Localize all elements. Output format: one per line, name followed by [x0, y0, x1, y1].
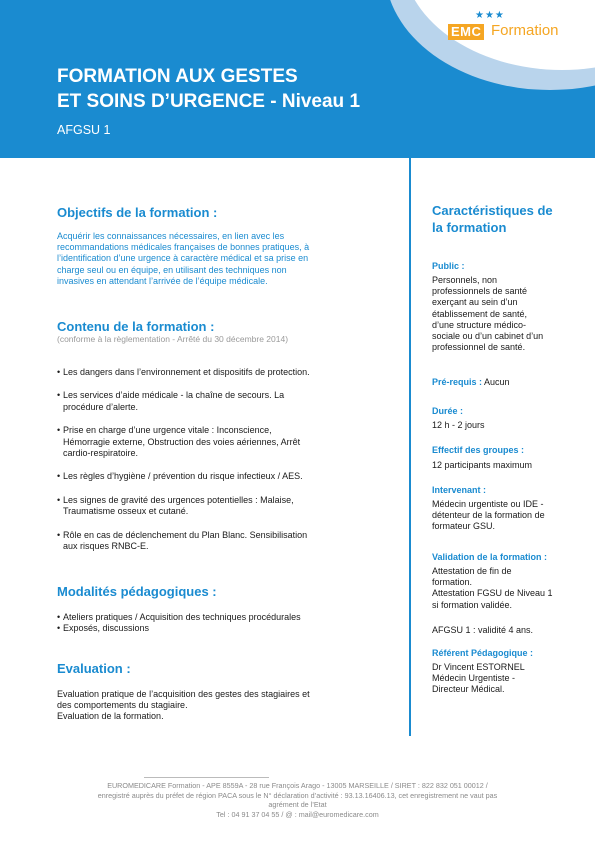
list-item-line: • Les règles d’hygiène / prévention du risque infectieux / AES. — [63, 471, 303, 482]
objectifs-line: charge seul ou en équipe, en utilisant des techniques non — [57, 264, 287, 275]
modalites-title: Modalités pédagogiques : — [57, 584, 217, 599]
effectif-value: 12 participants maximum — [432, 460, 533, 470]
list-item — [57, 390, 377, 413]
intervenant-text — [432, 499, 577, 533]
footer — [50, 781, 545, 819]
page-subtitle: AFGSU 1 — [57, 123, 111, 137]
modalites-list — [57, 612, 377, 635]
public-label: Public : — [432, 261, 465, 271]
sidebar-title-line1: Caractéristiques de — [432, 203, 553, 218]
validation-line: si formation validée. — [432, 599, 513, 610]
sidebar-title — [432, 203, 553, 236]
list-item-line: cardio-respiratoire. — [63, 448, 139, 459]
contenu-list — [57, 367, 377, 552]
page-title — [57, 64, 360, 114]
duree-label: Durée : — [432, 406, 464, 416]
validation-line: Attestation FGSU de Niveau 1 — [432, 588, 553, 599]
evaluation-line: des comportements du stagiaire. — [57, 700, 188, 711]
footer-contact: Tel : 04 91 37 04 55 / @ : mail@euromedicare.com — [216, 809, 379, 819]
public-line: professionnels de santé — [432, 286, 528, 297]
intervenant-label: Intervenant : — [432, 485, 487, 495]
logo-emc-text: EMC — [448, 24, 484, 40]
public-line: professionnel de santé. — [432, 342, 526, 353]
footer-line: EUROMEDICARE Formation - APE 8559A - 28 rue François Arago - 13005 MARSEILLE / SIRET : 822 832 051 00012 / — [107, 781, 488, 790]
logo-formation-text: Formation — [491, 22, 559, 39]
contenu-title: Contenu de la formation : — [57, 319, 215, 334]
footer-divider — [144, 777, 269, 778]
public-line: sociale ou d’un cabinet d’un — [432, 331, 544, 342]
list-item — [57, 367, 377, 378]
public-line: Personnels, non — [432, 275, 498, 285]
list-item-line: • Rôle en cas de déclenchement du Plan Blanc. Sensibilisation — [63, 529, 308, 540]
validite-text: AFGSU 1 : validité 4 ans. — [432, 625, 534, 635]
duree-value: 12 h - 2 jours — [432, 420, 485, 430]
objectifs-line: invasives en attendant l’arrivée de l’équipe médicale. — [57, 275, 268, 286]
evaluation-title: Evaluation : — [57, 661, 131, 676]
list-item-line: • Les signes de gravité des urgences potentielles : Malaise, — [63, 494, 294, 505]
emc-formation-logo — [448, 10, 578, 44]
referent-text — [432, 662, 577, 696]
page-title-line1: FORMATION AUX GESTES — [57, 66, 298, 87]
intervenant-line: formateur GSU. — [432, 521, 496, 532]
list-item — [57, 425, 377, 459]
objectifs-title: Objectifs de la formation : — [57, 205, 218, 220]
header-banner — [0, 0, 595, 158]
objectifs-line: l’identification d’une urgence à caractère médical et sa prise en — [57, 253, 309, 264]
list-item-line: • Les dangers dans l’environnement et dispositifs de protection. — [63, 367, 310, 377]
objectifs-line: recommandations médicales françaises de bonnes pratiques, à — [57, 242, 310, 253]
prerequis-label: Pré-requis : — [432, 377, 483, 387]
validation-line: Attestation de fin de — [432, 566, 512, 576]
intervenant-line: Médecin urgentiste ou IDE - — [432, 499, 544, 509]
list-item — [57, 612, 377, 623]
validation-text — [432, 566, 577, 611]
list-item-line: • Exposés, discussions — [63, 623, 150, 634]
prerequis-value: Aucun — [482, 377, 510, 387]
sidebar-title-line2: la formation — [432, 219, 507, 235]
public-line: exerçant au sein d’un — [432, 297, 518, 308]
list-item-line: Hémorragie externe, Obstruction des voies aériennes, Arrêt — [63, 436, 301, 447]
evaluation-text — [57, 689, 369, 723]
public-line: d’une structure médico- — [432, 319, 527, 330]
public-text — [432, 275, 577, 353]
list-item-line: • Les services d’aide médicale - la chaîne de secours. La — [63, 390, 285, 401]
referent-line: Dr Vincent ESTORNEL — [432, 662, 525, 672]
objectifs-text — [57, 231, 369, 287]
prerequis-row — [432, 377, 510, 388]
column-divider — [409, 158, 411, 736]
referent-label: Référent Pédagogique : — [432, 648, 534, 658]
validation-line: formation. — [432, 577, 473, 588]
evaluation-line: Evaluation pratique de l’acquisition des gestes des stagiaires et — [57, 689, 310, 699]
referent-line: Directeur Médical. — [432, 684, 505, 695]
list-item-line: procédure d’alerte. — [63, 401, 139, 412]
effectif-label: Effectif des groupes : — [432, 445, 525, 455]
list-item-line: • Prise en charge d’une urgence vitale : Inconscience, — [63, 425, 272, 436]
validation-label: Validation de la formation : — [432, 552, 548, 562]
list-item — [57, 530, 377, 553]
intervenant-line: détenteur de la formation de — [432, 510, 545, 521]
referent-line: Médecin Urgentiste - — [432, 673, 516, 684]
page-title-line2: ET SOINS D’URGENCE - Niveau 1 — [57, 91, 361, 112]
list-item-line: • Ateliers pratiques / Acquisition des techniques procédurales — [63, 612, 301, 622]
contenu-note: (conforme à la règlementation - Arrêté du 30 décembre 2014) — [57, 334, 289, 344]
list-item — [57, 495, 377, 518]
list-item-line: aux risques RNBC-E. — [63, 541, 149, 552]
public-line: établissement de santé, — [432, 308, 528, 319]
footer-line: agrément de l’Etat — [268, 800, 327, 809]
list-item-line: Traumatisme osseux et cutané. — [63, 506, 189, 517]
logo-stars: ★★★ — [475, 10, 505, 21]
evaluation-line: Evaluation de la formation. — [57, 711, 164, 722]
list-item — [57, 471, 377, 482]
list-item — [57, 623, 377, 634]
footer-line: enregistré auprès du préfet de région PACA sous le N° déclaration d’activité : 93.13.16406.13, cet enregistrement ne vaut pas — [97, 790, 498, 800]
objectifs-line: Acquérir les connaissances nécessaires, en lien avec les — [57, 231, 285, 241]
